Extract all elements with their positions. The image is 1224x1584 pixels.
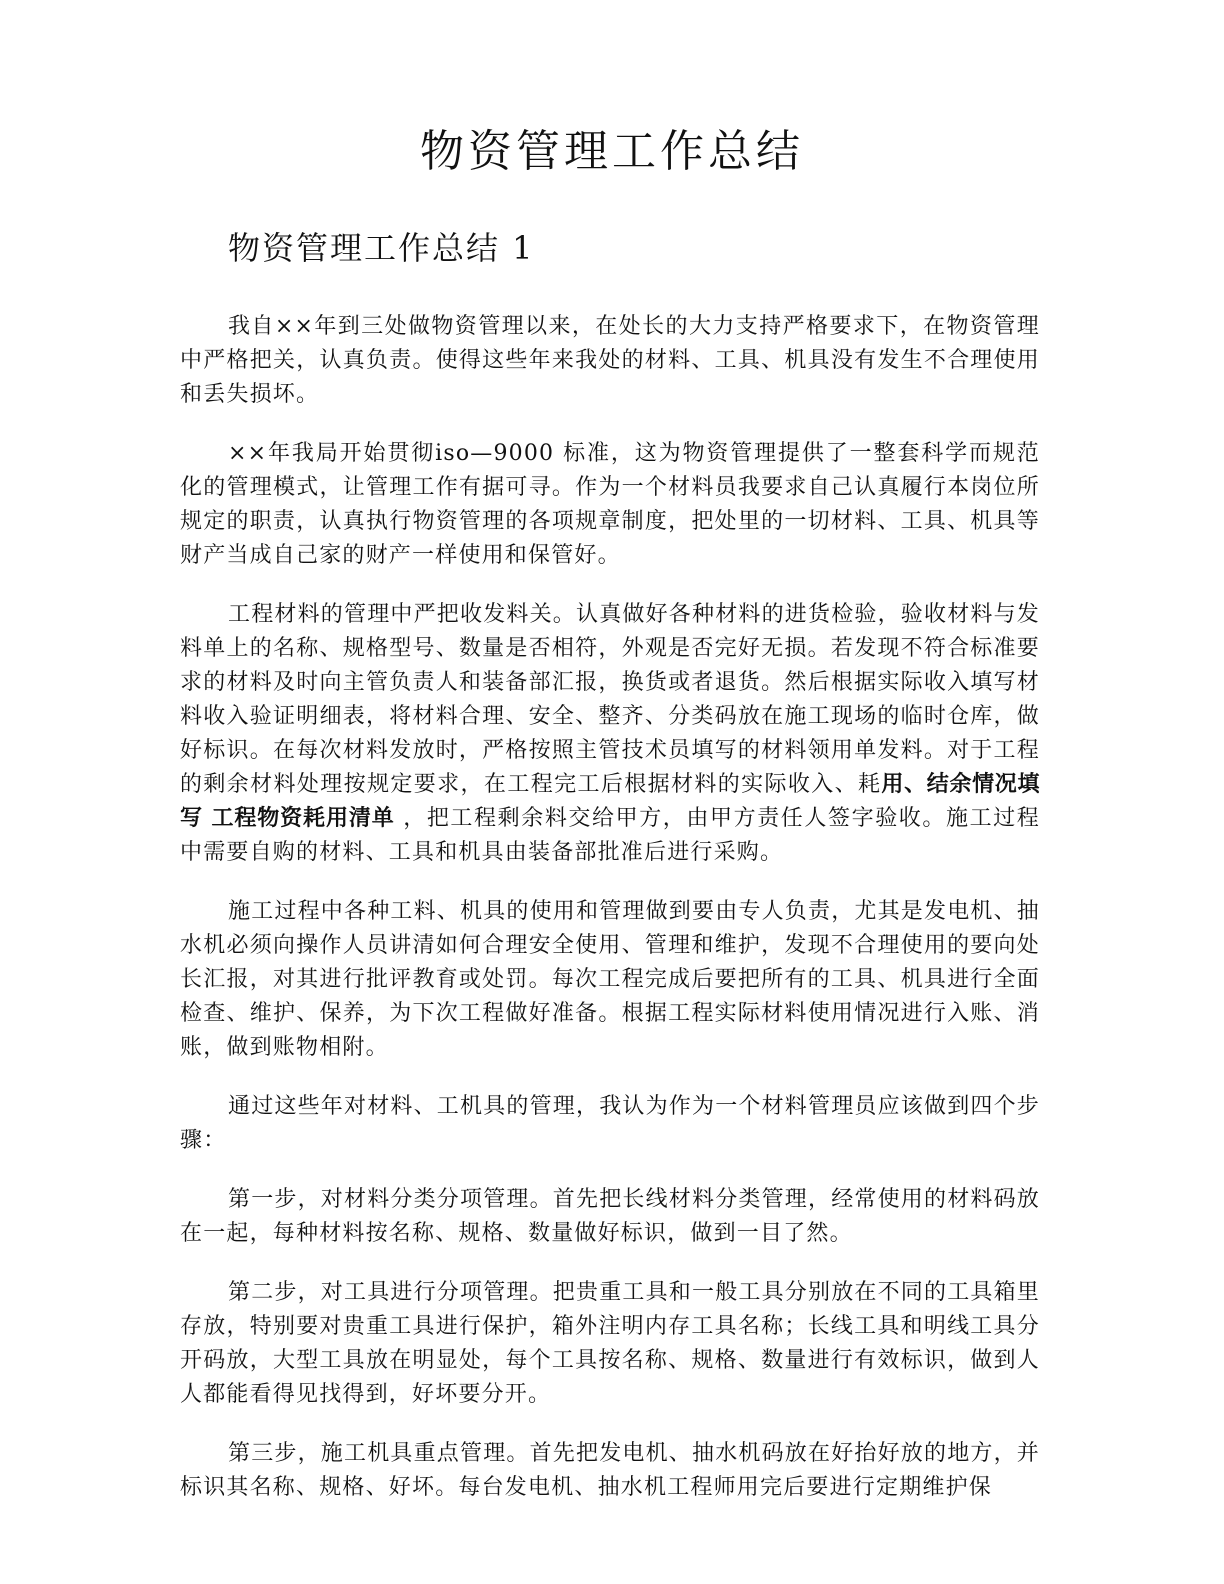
document-title: 物资管理工作总结 (420, 126, 804, 177)
paragraph-7: 第二步，对工具进行分项管理。把贵重工具和一般工具分别放在不同的工具箱里存放，特别要对贵重工具进行保护，箱外注明内存工具名称；长线工具和明线工具分开码放，大型工具放在明显处，每个工具按名称、规格、数量进行有效标识，做到人人都能看得见找得到，好坏要分开。 (180, 1280, 1041, 1407)
document-body (180, 310, 1040, 1530)
paragraph-3-emphasis: 用、结余情况填写 工程物资耗用清单 (180, 772, 1040, 831)
paragraph-3-text-before: 工程材料的管理中严把收发料关。认真做好各种材料的进货检验，验收材料与发料单上的名称、规格型号、数量是否相符，外观是否完好无损。若发现不符合标准要求的材料及时向主管负责人和装备部汇报，换货或者退货。然后根据实际收入填写材料收入验证明细表，将材料合理、安全、整齐、分类码放在施工现场的临时仓库，做好标识。在每次材料发放时，严格按照主管技术员填写的材料领用单发料。对于工程的剩余材料处理按规定要求，在工程完工后根据材料的实际收入、耗 (180, 602, 1041, 797)
paragraph-6: 第一步，对材料分类分项管理。首先把长线材料分类管理，经常使用的材料码放在一起，每种材料按名称、规格、数量做好标识，做到一目了然。 (180, 1187, 1041, 1246)
paragraph-3-text-after: ，把工程剩余料交给甲方，由甲方责任人签字验收。施工过程中需要自购的材料、工具和机具由装备部批准后进行采购。 (180, 806, 1040, 865)
paragraph-8: 第三步，施工机具重点管理。首先把发电机、抽水机码放在好抬好放的地方，并标识其名称、规格、好坏。每台发电机、抽水机工程师用完后要进行定期维护保 (180, 1441, 1041, 1500)
paragraph-4: 施工过程中各种工料、机具的使用和管理做到要由专人负责，尤其是发电机、抽水机必须向操作人员讲清如何合理安全使用、管理和维护，发现不合理使用的要向处长汇报，对其进行批评教育或处罚。每次工程完成后要把所有的工具、机具进行全面检查、维护、保养，为下次工程做好准备。根据工程实际材料使用情况进行入账、消账，做到账物相附。 (180, 899, 1041, 1060)
paragraph-1: 我自××年到三处做物资管理以来，在处长的大力支持严格要求下，在物资管理中严格把关，认真负责。使得这些年来我处的材料、工具、机具没有发生不合理使用和丢失损坏。 (180, 314, 1040, 407)
paragraph-3 (180, 598, 1040, 870)
section-heading: 物资管理工作总结 1 (228, 229, 535, 267)
paragraph-2: ××年我局开始贯彻iso—9000 标准，这为物资管理提供了一整套科学而规范化的管理模式，让管理工作有据可寻。作为一个材料员我要求自己认真履行本岗位所规定的职责，认真执行物资管理的各项规章制度，把处里的一切材料、工具、机具等财产当成自己家的财产一样使用和保管好。 (180, 441, 1040, 568)
paragraph-5: 通过这些年对材料、工机具的管理，我认为作为一个材料管理员应该做到四个步骤： (180, 1094, 1041, 1153)
